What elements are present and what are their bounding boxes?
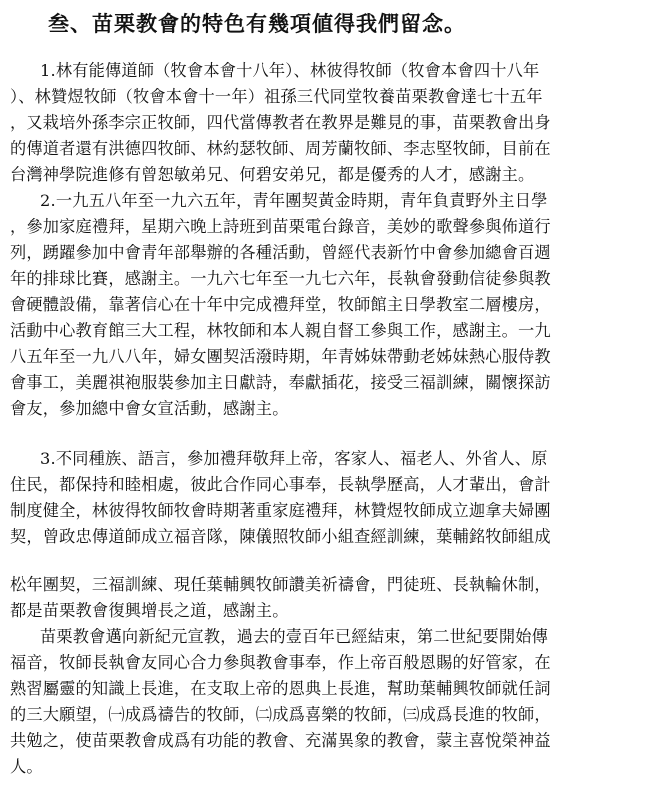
text-line: 共勉之，使苗栗教會成爲有功能的教會、充滿異象的教會，蒙主喜悅榮神益 bbox=[10, 731, 551, 750]
text-line: 契，曾政忠傳道師成立福音隊，陳儀照牧師小組查經訓練，葉輔銘牧師組成 bbox=[10, 527, 551, 546]
text-line: 會事工，美麗祺袍服裝參加主日獻詩，奉獻插花，接受三福訓練，關懷探訪 bbox=[10, 373, 551, 392]
text-line: ，又栽培外孫李宗正牧師，四代當傳教者在教界是難見的事，苗栗教會出身 bbox=[10, 113, 551, 132]
paragraph-3-continued bbox=[10, 572, 640, 624]
paragraph-2 bbox=[10, 188, 640, 422]
text-line: 八五年至一九八八年，婦女團契活潑時期，年青姊妹帶動老姊妹熱心服侍教 bbox=[10, 347, 551, 366]
paragraph-1 bbox=[10, 58, 640, 188]
text-line: 列，踴躍參加中會青年部舉辦的各種活動，曾經代表新竹中會參加總會百週 bbox=[10, 243, 551, 262]
section-title: 叁、苗栗教會的特色有幾項値得我們留念。 bbox=[48, 11, 466, 36]
text-line: ，參加家庭禮拜，星期六晚上詩班到苗栗電台錄音，美妙的歌聲參與佈道行 bbox=[10, 217, 551, 236]
text-line: 苗栗教會邁向新紀元宣教，過去的壹百年已經結束，第二世紀要開始傳 bbox=[40, 627, 549, 646]
text-line: 的傳道者還有洪德四牧師、林約瑟牧師、周芳蘭牧師、李志堅牧師，目前在 bbox=[10, 139, 551, 158]
text-line: 制度健全，林彼得牧師牧會時期著重家庭禮拜，林贊煜牧師成立迦拿夫婦團 bbox=[10, 501, 551, 520]
text-line: 住民，都保持和睦相處，彼此合作同心事奉，長執學歷高，人才輩出，會計 bbox=[10, 475, 551, 494]
closing-paragraph bbox=[10, 624, 640, 780]
text-line: 的三大願望，㈠成爲禱告的牧師，㈡成爲喜樂的牧師，㈢成爲長進的牧師， bbox=[10, 705, 551, 724]
paragraph-3 bbox=[10, 446, 640, 550]
text-line: 人。 bbox=[10, 757, 43, 776]
text-line: 熟習屬靈的知識上長進，在支取上帝的恩典上長進，幫助葉輔興牧師就任詞 bbox=[10, 679, 551, 698]
text-line: 3.不同種族、語言，參加禮拜敬拜上帝，客家人、福老人、外省人、原 bbox=[40, 449, 548, 468]
text-line: 2.一九五八年至一九六五年，青年團契黃金時期，青年負責野外主日學 bbox=[40, 191, 548, 210]
text-line: 1.林有能傳道師（牧會本會十八年）、林彼得牧師（牧會本會四十八年 bbox=[40, 61, 540, 80]
text-line: 年的排球比賽，感謝主。一九六七年至一九七六年，長執會發動信徒參與教 bbox=[10, 269, 551, 288]
text-line: 福音，牧師長執會友同心合力參與教會事奉，作上帝百般恩賜的好管家，在 bbox=[10, 653, 551, 672]
text-line: 會友，參加總中會女宣活動，感謝主。 bbox=[10, 399, 289, 418]
text-line: 松年團契，三福訓練、現任葉輔興牧師讚美祈禱會，門徒班、長執輪休制， bbox=[10, 575, 551, 594]
text-line: 都是苗栗教會復興增長之道，感謝主。 bbox=[10, 601, 289, 620]
text-line: 會硬體設備，靠著信心在十年中完成禮拜堂，牧師館主日學教室二層樓房， bbox=[10, 295, 551, 314]
text-line: 活動中心教育館三大工程，林牧師和本人親自督工參與工作，感謝主。一九 bbox=[10, 321, 551, 340]
text-line: ）、林贊煜牧師（牧會本會十一年）祖孫三代同堂牧養苗栗教會達七十五年 bbox=[10, 87, 543, 106]
text-line: 台灣神學院進修有曾恕敏弟兄、何碧安弟兄，都是優秀的人才，感謝主。 bbox=[10, 165, 535, 184]
